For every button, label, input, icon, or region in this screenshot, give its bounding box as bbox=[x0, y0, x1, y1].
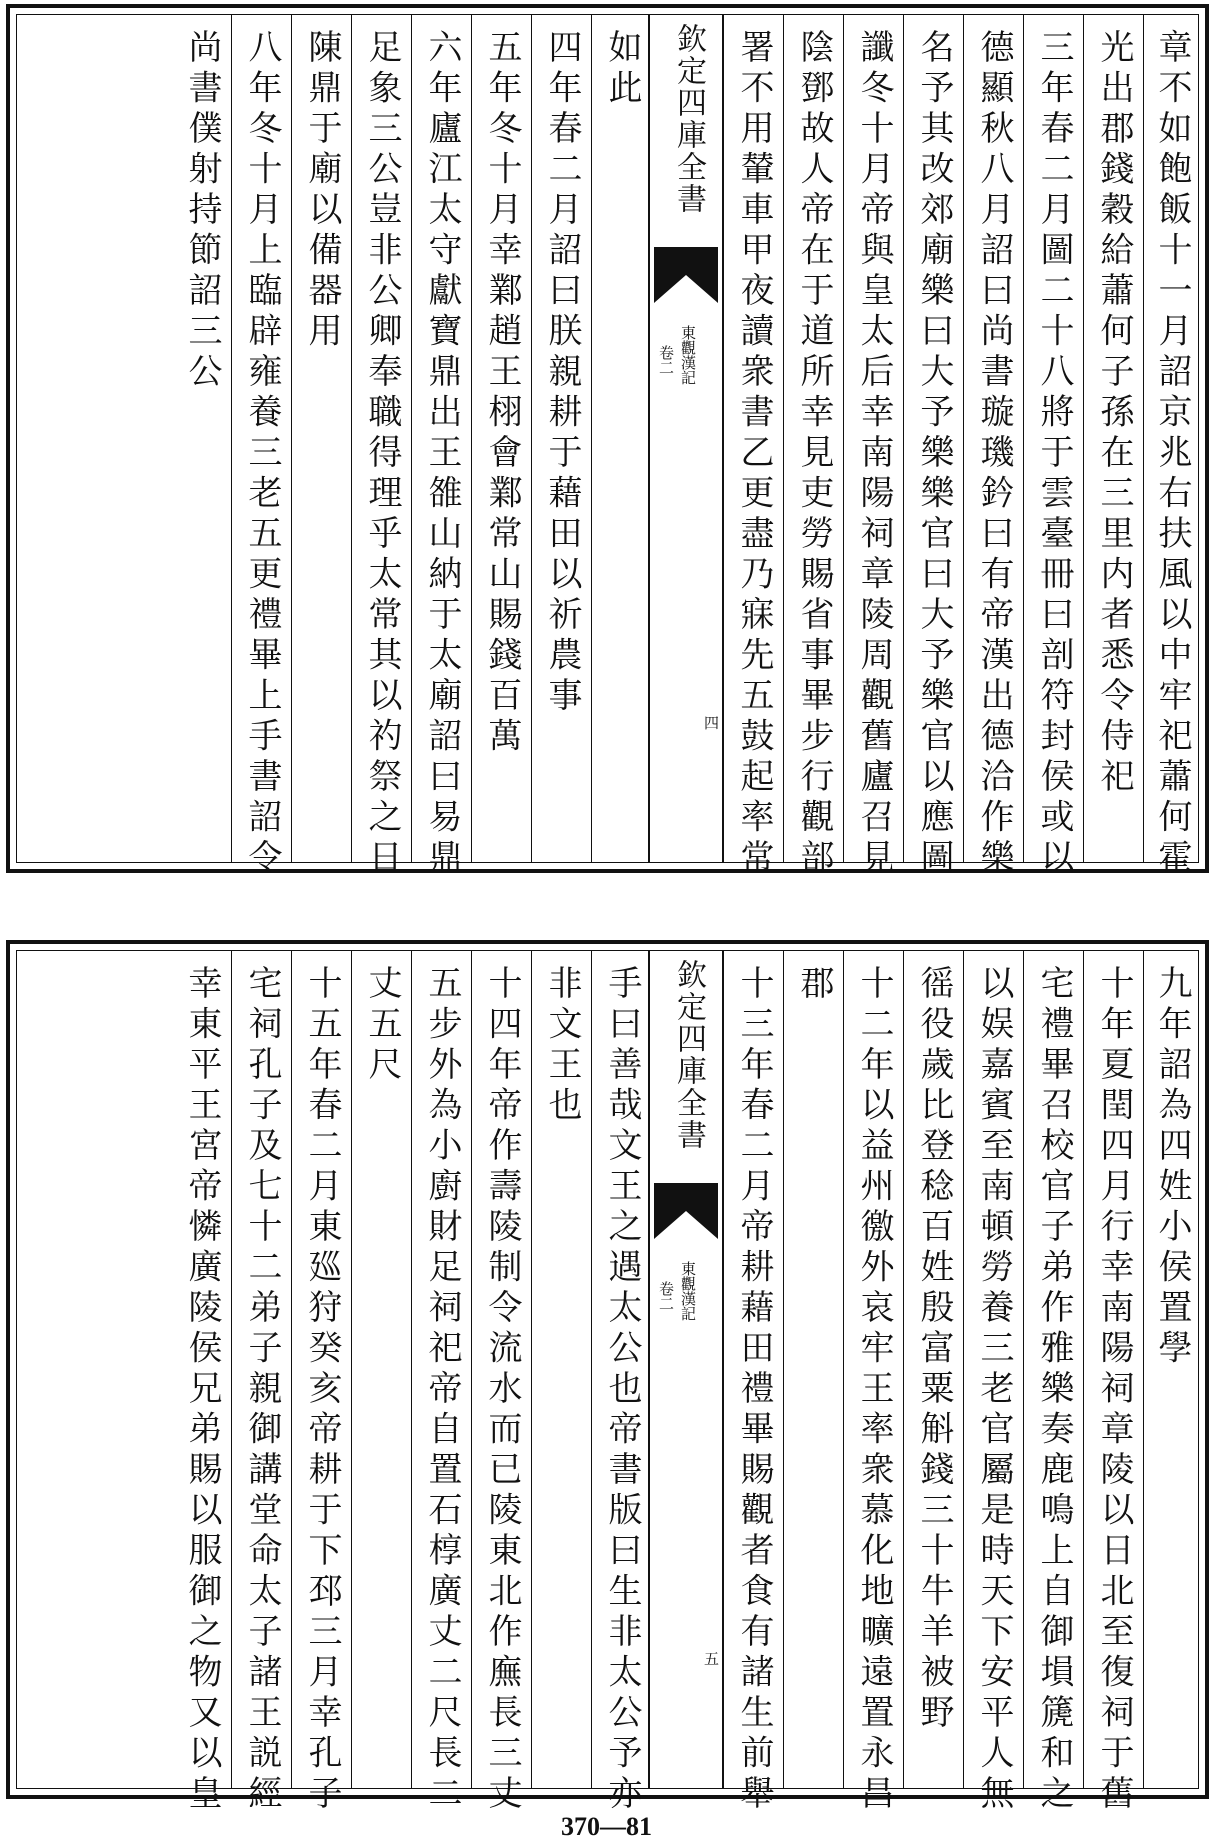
column-text: 非文王也 bbox=[542, 965, 582, 1127]
column-rule bbox=[1143, 951, 1144, 1788]
book-title: 欽定四庫全書 bbox=[671, 23, 706, 215]
column-text: 八年冬十月上臨辟雍養三老五更禮畢上手書詔令 bbox=[242, 29, 282, 880]
column-text: 十三年春二月帝耕藉田禮畢賜觀者食有諸生前舉 bbox=[734, 965, 774, 1816]
text-column bbox=[792, 15, 836, 880]
column-text: 郡 bbox=[794, 965, 834, 1006]
column-rule bbox=[471, 951, 472, 1788]
text-column bbox=[912, 15, 956, 880]
column-rule bbox=[411, 951, 412, 1788]
juan-title: 東觀漢記 bbox=[679, 325, 697, 385]
column-rule bbox=[903, 15, 904, 862]
column-rule bbox=[903, 951, 904, 1788]
center-fold-strip bbox=[648, 15, 724, 862]
column-text: 手曰善哉文王之遇太公也帝書版曰生非太公予亦 bbox=[602, 965, 642, 1816]
column-rule bbox=[843, 951, 844, 1788]
text-column bbox=[300, 951, 344, 1816]
column-text: 十二年以益州徼外哀牢王率衆慕化地曠遠置永昌 bbox=[854, 965, 894, 1816]
text-column bbox=[600, 951, 644, 1816]
text-column bbox=[1150, 15, 1194, 880]
column-rule bbox=[231, 15, 232, 862]
page-number: 五 bbox=[702, 1651, 720, 1666]
text-column bbox=[852, 15, 896, 880]
column-text: 十四年帝作壽陵制令流水而已陵東北作廡長三丈 bbox=[482, 965, 522, 1816]
column-rule bbox=[1083, 951, 1084, 1788]
text-column bbox=[180, 15, 224, 862]
text-column bbox=[1032, 951, 1076, 1816]
column-text: 如此 bbox=[602, 29, 642, 110]
text-column bbox=[360, 951, 404, 1788]
text-column bbox=[912, 951, 956, 1788]
column-rule bbox=[1023, 15, 1024, 862]
upper-page-frame bbox=[16, 14, 1199, 880]
column-rule bbox=[411, 15, 412, 862]
column-rule bbox=[591, 15, 592, 862]
column-rule bbox=[1023, 951, 1024, 1788]
upper-page bbox=[6, 4, 1209, 880]
column-rule bbox=[963, 951, 964, 1788]
page-number: 四 bbox=[702, 715, 720, 730]
column-rule bbox=[351, 951, 352, 1788]
book-title: 欽定四庫全書 bbox=[671, 959, 706, 1151]
text-column bbox=[1032, 15, 1076, 880]
text-column bbox=[360, 15, 404, 880]
text-column bbox=[1150, 951, 1194, 1788]
column-rule bbox=[1083, 15, 1084, 862]
column-text: 尚書僕射持節詔三公 bbox=[182, 29, 222, 394]
column-rule bbox=[231, 951, 232, 1788]
column-text: 丈五尺 bbox=[362, 965, 402, 1087]
folio-number: 370—81 bbox=[561, 1812, 652, 1841]
text-column bbox=[732, 15, 776, 880]
text-column bbox=[480, 15, 524, 862]
column-rule bbox=[1143, 15, 1144, 862]
column-text: 三年春二月圖二十八將于雲臺冊曰剖符封侯或以 bbox=[1034, 29, 1074, 880]
column-text: 宅禮畢召校官子弟作雅樂奏鹿鳴上自御塤篪和之 bbox=[1034, 965, 1074, 1816]
text-column bbox=[180, 951, 224, 1816]
column-rule bbox=[351, 15, 352, 862]
lower-page-frame bbox=[16, 950, 1199, 1816]
column-text: 署不用輦車甲夜讀衆書乙更盡乃寐先五鼓起率常 bbox=[734, 29, 774, 880]
text-column bbox=[600, 15, 644, 862]
column-rule bbox=[471, 15, 472, 862]
text-column bbox=[240, 951, 284, 1816]
text-column bbox=[792, 951, 836, 1788]
text-column bbox=[1092, 951, 1136, 1816]
column-text: 九年詔為四姓小侯置學 bbox=[1152, 965, 1192, 1370]
juan-number: 卷二 bbox=[657, 345, 675, 375]
fishtail-mark bbox=[654, 269, 718, 309]
text-column bbox=[300, 15, 344, 862]
column-text: 名予其改郊廟樂曰大予樂樂官曰大予樂官以應圖 bbox=[914, 29, 954, 880]
text-column bbox=[852, 951, 896, 1816]
lower-page bbox=[6, 940, 1209, 1816]
juan-title: 東觀漢記 bbox=[679, 1261, 697, 1321]
column-text: 十年夏閏四月行幸南陽祠章陵以日北至復祠于舊 bbox=[1094, 965, 1134, 1816]
text-column bbox=[480, 951, 524, 1816]
column-text: 德顯秋八月詔曰尚書璇璣鈐曰有帝漢出德洽作樂 bbox=[974, 29, 1014, 880]
column-rule bbox=[843, 15, 844, 862]
column-text: 讖冬十月帝與皇太后幸南陽祠章陵周觀舊廬召見 bbox=[854, 29, 894, 880]
center-fold-strip bbox=[648, 951, 724, 1788]
column-rule bbox=[783, 951, 784, 1788]
column-rule bbox=[783, 15, 784, 862]
column-rule bbox=[291, 15, 292, 862]
column-text: 幸東平王宮帝憐廣陵侯兄弟賜以服御之物又以皇 bbox=[182, 965, 222, 1816]
column-rule bbox=[531, 951, 532, 1788]
column-text: 宅祠孔子及七十二弟子親御講堂命太子諸王説經 bbox=[242, 965, 282, 1816]
column-text: 足象三公豈非公卿奉職得理乎太常其以礿祭之日 bbox=[362, 29, 402, 880]
column-text: 徭役歲比登稔百姓殷富粟斛錢三十牛羊被野 bbox=[914, 965, 954, 1735]
fishtail-bar bbox=[654, 247, 718, 269]
fishtail-mark bbox=[654, 1205, 718, 1245]
column-text: 章不如飽飯十一月詔京兆右扶風以中牢祀蕭何霍 bbox=[1152, 29, 1192, 880]
column-text: 陰鄧故人帝在于道所幸見吏勞賜省事畢步行觀部 bbox=[794, 29, 834, 880]
column-rule bbox=[291, 951, 292, 1788]
column-rule bbox=[531, 15, 532, 862]
text-column bbox=[420, 951, 464, 1816]
text-column bbox=[972, 951, 1016, 1816]
text-column bbox=[1092, 15, 1136, 862]
column-text: 陳鼎于廟以備器用 bbox=[302, 29, 342, 353]
text-column bbox=[240, 15, 284, 880]
column-text: 四年春二月詔曰朕親耕于藉田以祈農事 bbox=[542, 29, 582, 718]
column-text: 十五年春二月東廵狩癸亥帝耕于下邳三月幸孔子 bbox=[302, 965, 342, 1816]
fishtail-bar bbox=[654, 1183, 718, 1205]
column-text: 光出郡錢穀給蕭何子孫在三里内者悉令侍祀 bbox=[1094, 29, 1134, 799]
juan-number: 卷二 bbox=[657, 1281, 675, 1311]
text-column bbox=[420, 15, 464, 880]
column-text: 五步外為小廚財足祠祀帝自置石椁廣丈二尺長二 bbox=[422, 965, 462, 1816]
column-text: 六年廬江太守獻寶鼎出王雒山納于太廟詔曰易鼎 bbox=[422, 29, 462, 880]
text-column bbox=[540, 951, 584, 1788]
text-column bbox=[972, 15, 1016, 880]
column-text: 五年冬十月幸鄴趙王栩會鄴常山賜錢百萬 bbox=[482, 29, 522, 758]
column-rule bbox=[963, 15, 964, 862]
column-rule bbox=[591, 951, 592, 1788]
text-column bbox=[732, 951, 776, 1816]
text-column bbox=[540, 15, 584, 862]
column-text: 以娱嘉賓至南頓勞養三老官屬是時天下安平人無 bbox=[974, 965, 1014, 1816]
